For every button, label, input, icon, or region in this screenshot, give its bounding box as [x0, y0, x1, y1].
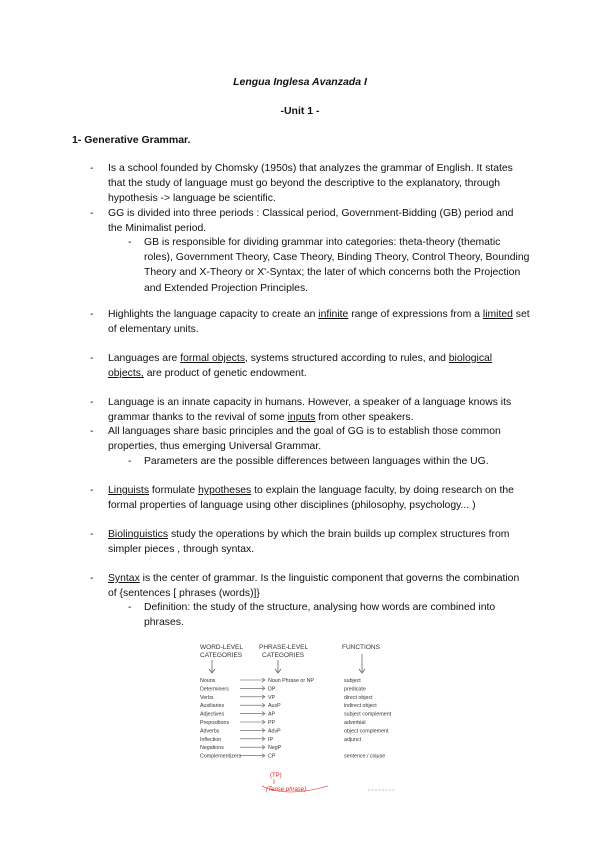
unit-label: -Unit 1 - [280, 105, 320, 117]
bullet-dash: - [90, 426, 94, 437]
function-label: adverbial [344, 720, 366, 726]
bullet-item [90, 571, 530, 601]
phrase-category: AuxP [268, 703, 281, 710]
word-category: Nouns [200, 678, 216, 684]
function-label: adjunct [344, 736, 362, 743]
sub-bullet-item [128, 235, 532, 296]
sub-bullet-text: Definition: the study of the structure, analysing how words are combined into phrases. [144, 602, 496, 629]
word-category: Complementizers [200, 753, 242, 760]
function-list [344, 678, 392, 760]
phrase-category: VP [268, 694, 276, 701]
function-label: subject [344, 678, 361, 684]
bullet-text: Linguists formulate hypotheses to explain the language faculty, by doing research on the formal properties of language using other disciplines (philosophy, psychology... ) [108, 485, 514, 512]
underlined-term: hypotheses [198, 485, 252, 496]
col2-head-line2: CATEGORIES [262, 652, 305, 659]
word-category-list [200, 678, 242, 760]
bullet-text: All languages share basic principles and the goal of GG is to establish those common properties, thus emerging Universal Grammar. [108, 426, 501, 453]
bullet-text: GG is divided into three periods : Classical period, Government-Bidding (GB) period and the Minimalist period. [108, 208, 514, 235]
col3-head: FUNCTIONS [342, 644, 380, 651]
bullet-text: Language is an innate capacity in humans. However, a speaker of a language knows its grammar thanks to the revival of some inputs from other speakers. [108, 397, 512, 424]
function-label: subject complement [344, 711, 392, 718]
sub-bullet-text: Parameters are the possible differences between languages within the UG. [144, 456, 489, 467]
function-label: sentence / clause [344, 753, 386, 760]
sub-bullet-item [128, 454, 532, 469]
bullet-item [90, 395, 530, 425]
phrase-category: Noun Phrase or NP [268, 678, 314, 684]
bullet-dash: - [90, 163, 94, 174]
underlined-term: limited [482, 309, 513, 320]
bullet-text: Syntax is the center of grammar. Is the linguistic component that governs the combination of {sentences [ phrases (words)]} [108, 573, 520, 600]
underlined-term: inputs [287, 412, 316, 424]
bullet-dash: - [90, 208, 94, 219]
word-category: Negations [200, 745, 224, 752]
annotation-note: (Tense phrase) [266, 787, 307, 793]
phrase-category-list [268, 678, 314, 760]
bullet-dash: - [90, 573, 94, 584]
bullet-dash: - [128, 456, 132, 467]
bullet-item [90, 483, 530, 513]
function-label: predicate [344, 686, 366, 693]
bullet-dash: - [90, 397, 94, 408]
function-label: direct object [344, 694, 373, 701]
bullet-dash: - [90, 485, 94, 496]
bullet-text: Languages are formal objects, systems structured according to rules, and biological objects, are product of genetic endowment. [108, 353, 493, 380]
bullet-dash: - [128, 237, 132, 248]
word-category: Auxiliaries [200, 703, 225, 710]
phrase-category: IP [268, 736, 274, 743]
col1-head-line2: CATEGORIES [200, 652, 243, 659]
bullet-text: Highlights the language capacity to create an infinite range of expressions from a limited set of elementary units. [108, 309, 530, 336]
phrase-category: AP [268, 711, 276, 718]
bullet-dash: - [90, 353, 94, 364]
bullet-item [90, 206, 530, 236]
annotation-tp: (TP) [270, 773, 282, 779]
bullet-item [90, 527, 530, 557]
phrase-category: CP [268, 753, 276, 760]
col1-head-line1: WORD-LEVEL [200, 644, 243, 651]
bullet-dash: - [90, 529, 94, 540]
categories-diagram [196, 640, 426, 800]
bullet-dash: - [128, 602, 132, 613]
underlined-term: infinite [318, 309, 349, 320]
col2-head-line1: PHRASE-LEVEL [259, 644, 309, 651]
underlined-term: Linguists [108, 485, 150, 496]
bullet-text: Biolinguistics study the operations by which the brain builds up complex structures from simpler pieces , through syntax. [108, 529, 510, 556]
document-title: Lengua Inglesa Avanzada I [233, 76, 367, 88]
function-label: indirect object [344, 703, 377, 710]
word-category: Adverbs [200, 728, 220, 735]
phrase-category: DP [268, 686, 276, 693]
bullet-item [90, 351, 530, 381]
word-category: Adjectives [200, 711, 225, 718]
phrase-category: PP [268, 720, 276, 726]
bullet-item [90, 307, 530, 337]
bullet-item [90, 424, 530, 454]
bullet-dash: - [90, 309, 94, 320]
underlined-term: Syntax [108, 573, 140, 584]
underlined-term: formal objects [180, 353, 245, 364]
word-category: Determiners [200, 686, 229, 693]
underlined-term: biological objects, [108, 353, 493, 380]
sub-bullet-item [128, 600, 532, 630]
function-label: object complement [344, 728, 389, 735]
word-category: Verbs [200, 694, 214, 701]
word-category: Inflection [200, 736, 222, 743]
bullet-text: Is a school founded by Chomsky (1950s) that analyzes the grammar of English. It states that the study of language must go beyond the descriptive to the explanatory, through hypothesis -> language be scientific. [108, 163, 513, 205]
word-category: Prepositions [200, 720, 230, 726]
section-heading: 1- Generative Grammar. [72, 134, 191, 146]
phrase-category: AdvP [268, 728, 281, 735]
category-arrows [240, 678, 265, 758]
bullet-item [90, 161, 530, 207]
sub-bullet-text: GB is responsible for dividing grammar into categories: theta-theory (thematic roles), Government Theory, Case Theory, Binding Theory, Control Theory, Bounding Theory and X-Theory or X'-Syntax; the later of which concerns both the Projection and Extended Projection Principles. [144, 237, 530, 294]
phrase-category: NegP [268, 745, 282, 752]
underlined-term: Biolinguistics [108, 529, 169, 540]
